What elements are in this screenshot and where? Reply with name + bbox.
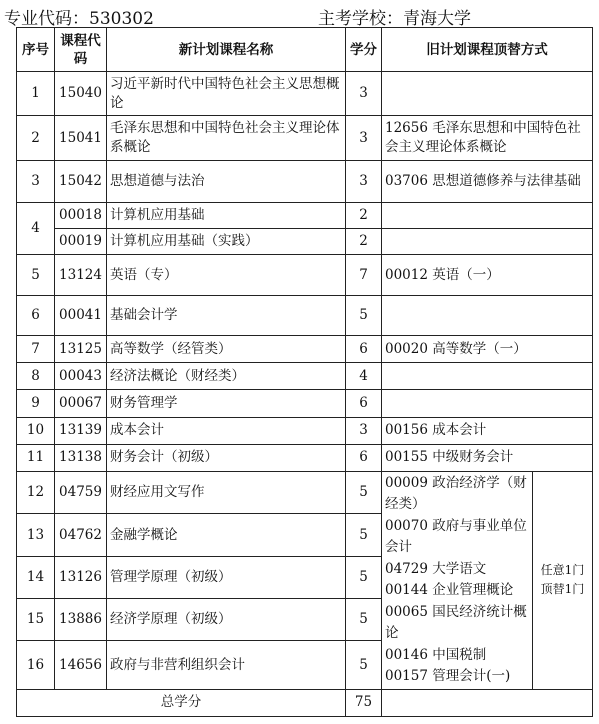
elective-options	[382, 472, 533, 690]
row-seq: 3	[17, 160, 55, 202]
row-name: 基础会计学	[107, 295, 346, 335]
row-replace	[382, 363, 593, 390]
elective-option: 04729 大学语文	[385, 560, 487, 577]
major-code	[4, 4, 154, 29]
row-credit: 4	[346, 363, 382, 390]
table-row	[17, 116, 593, 160]
row-code: 00041	[55, 295, 107, 335]
table-row	[17, 72, 593, 116]
row-name: 思想道德与法治	[107, 160, 346, 202]
elective-option: 00065 国民经济统计概论	[385, 603, 527, 642]
row-credit: 6	[346, 444, 382, 471]
table-row	[17, 160, 593, 202]
row-seq: 7	[17, 336, 55, 363]
row-seq: 5	[17, 255, 55, 295]
row-code: 00019	[55, 229, 107, 255]
row-name: 成本会计	[107, 417, 346, 444]
header-row	[17, 28, 593, 72]
table-row	[17, 472, 593, 514]
school-label: 主考学校：	[318, 9, 403, 29]
row-code: 14656	[55, 641, 107, 689]
row-name: 财务管理学	[107, 390, 346, 417]
total-label: 总学分	[17, 689, 346, 716]
row-replace	[382, 295, 593, 335]
row-credit: 6	[346, 336, 382, 363]
row-code: 13125	[55, 336, 107, 363]
row-name: 计算机应用基础（实践）	[107, 229, 346, 255]
table-row	[17, 390, 593, 417]
row-credit: 5	[346, 295, 382, 335]
row-code: 13886	[55, 599, 107, 641]
row-name: 经济法概论（财经类）	[107, 363, 346, 390]
row-credit: 5	[346, 472, 382, 514]
row-seq: 11	[17, 444, 55, 471]
major-code-value: 530302	[89, 9, 154, 29]
table-row	[17, 444, 593, 471]
row-credit: 5	[346, 641, 382, 689]
row-name: 英语（专）	[107, 255, 346, 295]
row-replace: 00012 英语（一）	[382, 255, 593, 295]
row-credit: 3	[346, 116, 382, 160]
row-credit: 5	[346, 514, 382, 556]
table-row	[17, 417, 593, 444]
row-code: 00067	[55, 390, 107, 417]
table-row	[17, 255, 593, 295]
row-name: 金融学概论	[107, 514, 346, 556]
table-row	[17, 336, 593, 363]
row-credit: 3	[346, 160, 382, 202]
total-row	[17, 689, 593, 716]
row-replace: 00156 成本会计	[382, 417, 593, 444]
row-replace: 00020 高等数学（一）	[382, 336, 593, 363]
row-name: 经济学原理（初级）	[107, 599, 346, 641]
row-seq: 10	[17, 417, 55, 444]
row-seq: 1	[17, 72, 55, 116]
row-seq: 15	[17, 599, 55, 641]
table-row	[17, 295, 593, 335]
row-seq: 4	[17, 203, 55, 255]
row-code: 13139	[55, 417, 107, 444]
school-value: 青海大学	[403, 9, 471, 29]
table-row	[17, 203, 593, 229]
table-row	[17, 363, 593, 390]
row-code: 15041	[55, 116, 107, 160]
row-replace: 12656 毛泽东思想和中国特色社会主义理论体系概论	[382, 116, 593, 160]
row-name: 政府与非营利组织会计	[107, 641, 346, 689]
row-replace	[382, 229, 593, 255]
row-code: 00018	[55, 203, 107, 229]
row-name: 财务会计（初级）	[107, 444, 346, 471]
col-code: 课程代码	[55, 28, 107, 72]
elective-option: 00146 中国税制	[385, 646, 487, 663]
table-row	[17, 229, 593, 255]
row-code: 04762	[55, 514, 107, 556]
row-code: 00043	[55, 363, 107, 390]
elective-note: 任意1门顶替1门	[533, 472, 593, 690]
row-name: 管理学原理（初级）	[107, 556, 346, 598]
row-name: 高等数学（经管类）	[107, 336, 346, 363]
total-credit: 75	[346, 689, 382, 716]
row-credit: 6	[346, 390, 382, 417]
row-seq: 8	[17, 363, 55, 390]
row-replace	[382, 72, 593, 116]
col-name: 新计划课程名称	[107, 28, 346, 72]
row-credit: 2	[346, 203, 382, 229]
row-code: 04759	[55, 472, 107, 514]
row-seq: 12	[17, 472, 55, 514]
row-seq: 14	[17, 556, 55, 598]
elective-option: 00157 管理会计(一)	[385, 668, 511, 685]
row-name: 习近平新时代中国特色社会主义思想概论	[107, 72, 346, 116]
row-credit: 5	[346, 599, 382, 641]
row-seq: 2	[17, 116, 55, 160]
elective-option: 00070 政府与事业单位会计	[385, 517, 527, 556]
col-replace: 旧计划课程顶替方式	[382, 28, 593, 72]
school	[318, 4, 471, 29]
elective-option: 00144 企业管理概论	[385, 582, 514, 599]
row-seq: 9	[17, 390, 55, 417]
total-replace-empty	[382, 689, 593, 716]
row-credit: 2	[346, 229, 382, 255]
row-replace	[382, 203, 593, 229]
row-seq: 13	[17, 514, 55, 556]
row-replace: 03706 思想道德修养与法律基础	[382, 160, 593, 202]
row-credit: 3	[346, 417, 382, 444]
elective-option: 00009 政治经济学（财经类）	[385, 474, 527, 513]
course-plan-table	[16, 27, 593, 717]
row-credit: 3	[346, 72, 382, 116]
row-code: 15040	[55, 72, 107, 116]
row-replace: 00155 中级财务会计	[382, 444, 593, 471]
row-credit: 5	[346, 556, 382, 598]
row-code: 13126	[55, 556, 107, 598]
row-code: 13138	[55, 444, 107, 471]
row-name: 财经应用文写作	[107, 472, 346, 514]
col-seq: 序号	[17, 28, 55, 72]
row-name: 计算机应用基础	[107, 203, 346, 229]
row-replace	[382, 390, 593, 417]
row-code: 15042	[55, 160, 107, 202]
major-code-label: 专业代码：	[4, 9, 89, 29]
row-code: 13124	[55, 255, 107, 295]
col-credit: 学分	[346, 28, 382, 72]
row-credit: 7	[346, 255, 382, 295]
row-seq: 6	[17, 295, 55, 335]
row-name: 毛泽东思想和中国特色社会主义理论体系概论	[107, 116, 346, 160]
row-seq: 16	[17, 641, 55, 689]
